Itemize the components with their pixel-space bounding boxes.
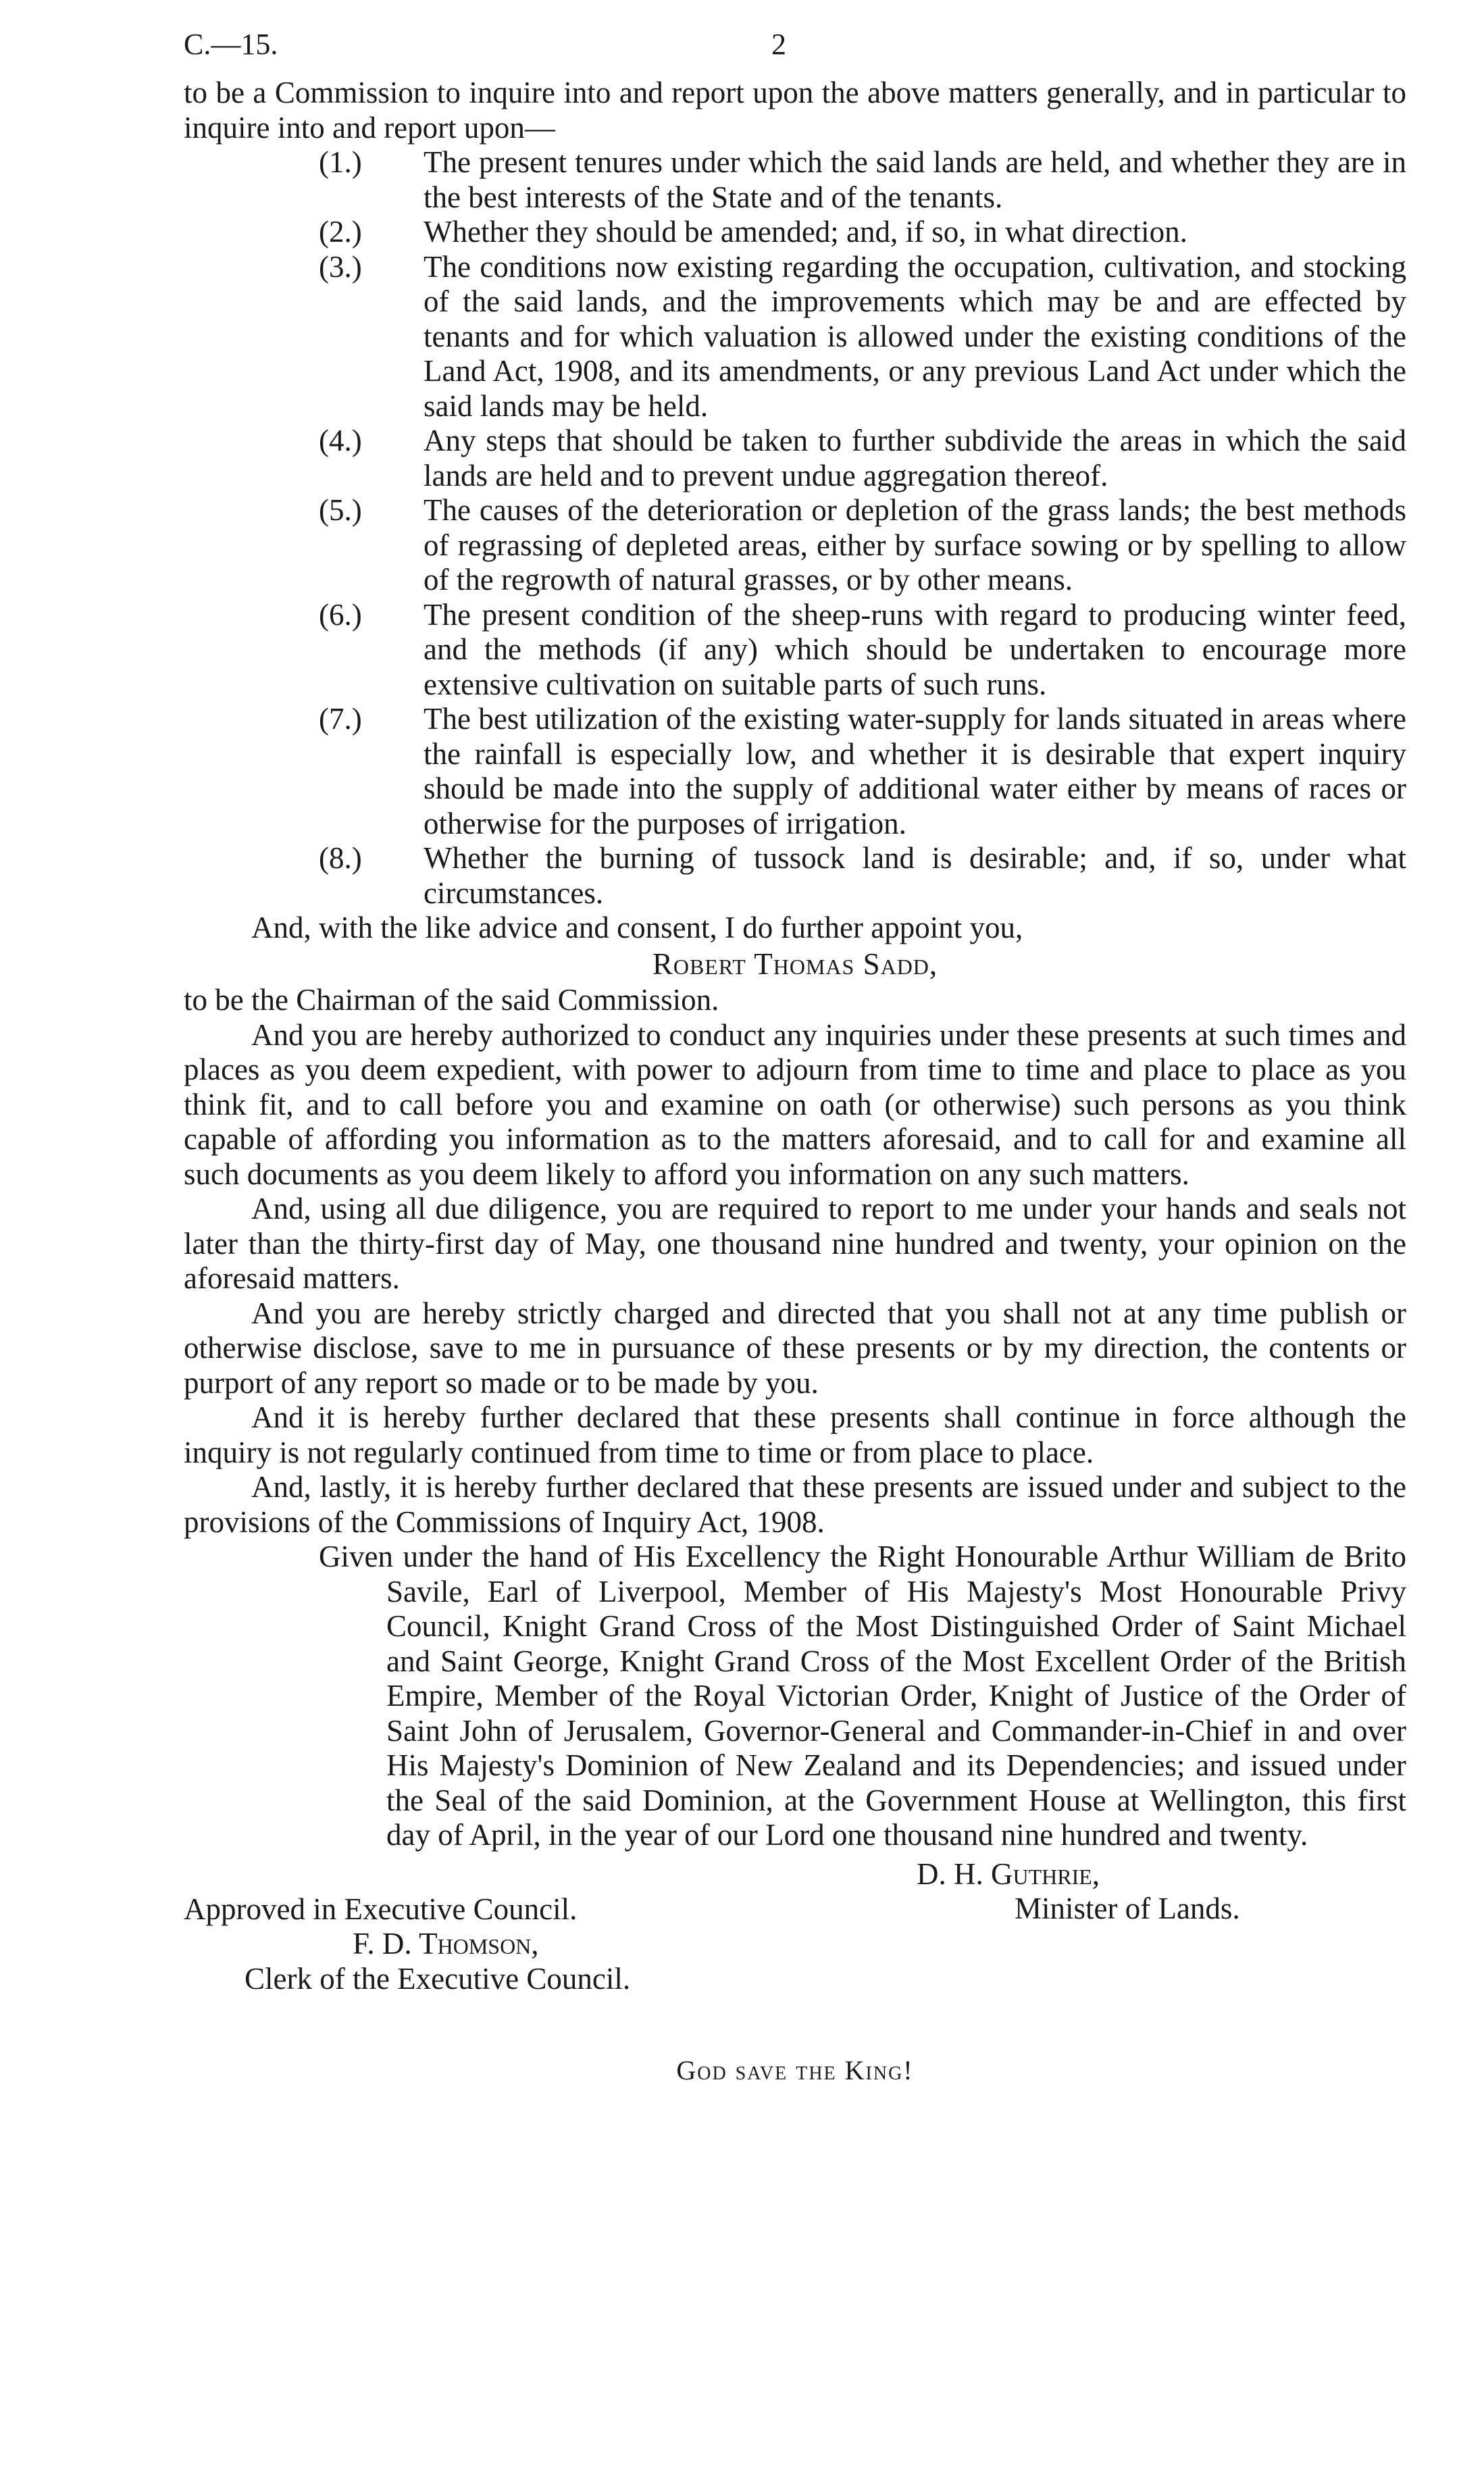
list-item xyxy=(184,702,1406,841)
minister-signature xyxy=(917,1857,1389,1927)
list-item xyxy=(184,145,1406,215)
item-text: Any steps that should be taken to further subdivide the areas in which the said lands are held and to prevent undue aggregation thereof. xyxy=(424,424,1406,492)
item-number: (3.) xyxy=(319,249,362,284)
item-number: (6.) xyxy=(319,597,362,632)
list-item xyxy=(184,841,1406,911)
body-paragraph: And, using all due diligence, you are required to report to me under your hands and seals not later than the thirty-first day of May, one thousand nine hundred and twenty, your opinion on the aforesaid matters. xyxy=(184,1192,1406,1295)
chairman-name: Robert Thomas Sadd, xyxy=(652,946,938,981)
closing-line: God save the King! xyxy=(676,2054,914,2085)
item-number: (1.) xyxy=(319,145,362,179)
body-paragraph: And you are hereby authorized to conduct any inquiries under these presents at such times and places as you deem expedient, with power to adjourn from time to time and place to place as you think fit, and to call before you and examine on oath (or otherwise) such persons as you think capable of affording you information as to the matters aforesaid, and to call for and examine all such documents as you deem likely to afford you information on any such matters. xyxy=(184,1017,1406,1191)
item-number: (8.) xyxy=(319,841,362,875)
approved-line: Approved in Executive Council. xyxy=(184,1892,578,1926)
body-paragraph: And it is hereby further declared that these presents shall continue in force although the inquiry is not regularly continued from time to time or from place to place. xyxy=(184,1400,1406,1469)
appoint-paragraph: And, with the like advice and consent, I do further appoint you, xyxy=(251,911,1023,944)
given-under-hand-paragraph: Given under the hand of His Excellency the Right Honourable Arthur William de Brito Savile, Earl of Liverpool, Member of His Majesty's Most Honourable Privy Council, Knight Grand Cross of the Most Distinguished Order of Saint Michael and Saint George, Knight Grand Cross of the Most Excellent Order of the British Empire, Member of the Royal Victorian Order, Knight of Justice of the Order of Saint John of Jerusalem, Governor-General and Commander-in-Chief in and over His Majesty's Dominion of New Zealand and its Dependencies; and issued under the Seal of the said Dominion, at the Government House at Wellington, this first day of April, in the year of our Lord one thousand nine hundred and twenty. xyxy=(319,1540,1406,1852)
item-number: (4.) xyxy=(319,424,362,457)
item-number: (7.) xyxy=(319,702,362,736)
item-text: Whether they should be amended; and, if so, in what direction. xyxy=(424,215,1187,249)
body-paragraph: And you are hereby strictly charged and directed that you shall not at any time publish or otherwise disclose, save to me in pursuance of these presents or by my direction, the contents or purport of any report so made or to be made by you. xyxy=(184,1296,1406,1400)
item-number: (2.) xyxy=(319,215,362,249)
minister-name: D. H. Guthrie, xyxy=(917,1856,1100,1891)
signature-block xyxy=(184,1857,1406,2012)
council-signature xyxy=(184,1892,792,1997)
list-item xyxy=(184,215,1406,250)
list-item xyxy=(184,493,1406,598)
item-text: The present condition of the sheep-runs with regard to producing winter feed, and the methods (if any) which should be undertaken to encourage more extensive cultivation on suitable parts of such runs. xyxy=(424,597,1406,701)
intro-paragraph: to be a Commission to inquire into and report upon the above matters generally, and in particular to inquire into and report upon— xyxy=(184,76,1406,145)
list-item xyxy=(184,424,1406,493)
document-page xyxy=(184,27,1406,2087)
page-number: 2 xyxy=(771,28,786,61)
list-item xyxy=(184,598,1406,703)
item-text: The causes of the deterioration or depletion of the grass lands; the best methods of regrassing of depleted areas, either by surface sowing or by spelling to allow of the regrowth of natural grasses, or by other means. xyxy=(424,493,1406,597)
inquiry-items-list xyxy=(184,145,1406,911)
list-item xyxy=(184,250,1406,424)
item-text: Whether the burning of tussock land is desirable; and, if so, under what circumstances. xyxy=(424,841,1406,910)
item-number: (5.) xyxy=(319,493,362,527)
page-header xyxy=(184,27,1406,68)
clerk-name: F. D. Thomson, xyxy=(353,1927,539,1960)
chairman-role: to be the Chairman of the said Commission. xyxy=(184,983,719,1017)
item-text: The best utilization of the existing water-supply for lands situated in areas where the rainfall is especially low, and whether it is desirable that expert inquiry should be made into the supply of additional water either by means of races or otherwise for the purposes of irrigation. xyxy=(424,702,1406,840)
item-text: The conditions now existing regarding the occupation, cultivation, and stocking of the said lands, and the improvements which may be and are effected by tenants and for which valuation is allowed under the existing conditions of the Land Act, 1908, and its amendments, or any previous Land Act under which the said lands may be held. xyxy=(424,249,1406,423)
body-paragraph: And, lastly, it is hereby further declared that these presents are issued under and subject to the provisions of the Commissions of Inquiry Act, 1908. xyxy=(184,1470,1406,1539)
document-reference: C.—15. xyxy=(184,28,278,61)
item-text: The present tenures under which the said lands are held, and whether they are in the best interests of the State and of the tenants. xyxy=(424,145,1406,214)
minister-title: Minister of Lands. xyxy=(1015,1892,1240,1925)
clerk-title: Clerk of the Executive Council. xyxy=(245,1961,631,1996)
